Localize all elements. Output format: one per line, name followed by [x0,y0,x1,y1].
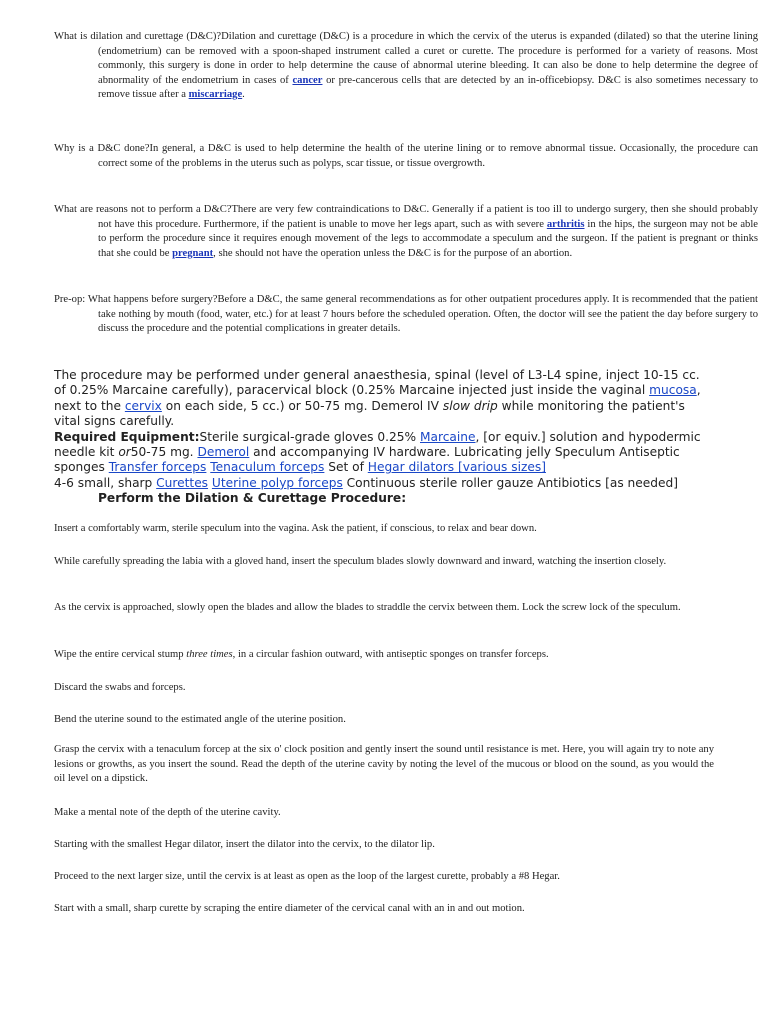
link-cervix[interactable]: cervix [124,398,162,413]
text: Set of [324,460,368,475]
step-text: Make a mental note of the depth of the uterine cavity. [54,807,281,818]
step-text: Starting with the smallest Hegar dilator, insert the dilator into the cervix, to the dilator lip. [54,839,435,850]
text: Wipe the entire cervical stump [54,649,187,660]
step-text: Bend the uterine sound to the estimated angle of the uterine position. [54,714,346,725]
required-equipment-label: Required Equipment: [54,429,200,444]
text: or pre-cancerous cells that are detected by an in-officebiopsy. D&C is also sometimes necessary to remove tissue after a [98,74,758,101]
text: 50-75 mg. [130,445,198,460]
step-text: Proceed to the next larger size, until the cervix is at least as open as the loop of the largest curette, probably a #8 Hegar. [54,871,560,882]
text: and accompanying IV hardware. Lubricating jelly Speculum Antiseptic sponges [54,445,680,475]
text: , in a circular fashion outward, with antiseptic sponges on transfer forceps. [232,649,549,660]
text: 4-6 small, sharp [54,475,157,490]
text-italic: or [118,445,131,460]
link-hegar-dilators[interactable]: Hegar dilators [various sizes] [367,460,546,475]
link-marcaine[interactable]: Marcaine [420,429,476,444]
link-pregnant[interactable]: pregnant [172,247,214,259]
link-uterine-polyp-forceps[interactable]: Uterine polyp forceps [211,475,343,490]
text: Continuous sterile roller gauze Antibiotics [as needed] [342,475,679,490]
text: , [or equiv.] solution and hypodermic needle kit [54,429,701,460]
text: Sterile surgical-grade gloves 0.25% [199,429,420,444]
text: The procedure may be performed under general anaesthesia, spinal (level of L3-L4 spine, inject 10-15 cc. of 0.25% Marcaine carefully), paracervical block (0.25% Marcaine injected just inside the vaginal [54,368,700,398]
link-transfer-forceps[interactable]: Transfer forceps [108,460,207,475]
procedure-block [54,368,714,507]
link-curettes[interactable]: Curettes [156,475,209,490]
text: . [242,89,245,101]
link-tenaculum-forceps[interactable]: Tenaculum forceps [210,460,325,475]
text: while monitoring the patient's vital signs carefully. [54,398,685,429]
text: Pre-op: What happens before surgery?Before a D&C, the same general recommendations as for other outpatient procedures apply. It is recommended that the patient take nothing by mouth (food, water, etc.) for at least 7 hours before the scheduled operation. Often, the doctor will see the patient the day before surgery to discuss the procedure and the potential complications in greater details. [54,294,758,335]
step-text: Discard the swabs and forceps. [54,682,186,693]
paragraph-pre-op [54,293,758,337]
text: on each side, 5 cc.) or 50-75 mg. Demerol IV [161,398,443,413]
text: , she should not have the operation unless the D&C is for the purpose of an abortion. [213,247,573,259]
step-text: Insert a comfortably warm, sterile speculum into the vagina. Ask the patient, if conscious, to relax and bear down. [54,523,537,534]
text: , next to the [54,383,701,413]
link-miscarriage[interactable]: miscarriage [188,89,243,101]
step-text: As the cervix is approached, slowly open the blades and allow the blades to straddle the cervix between them. Lock the screw lock of the speculum. [54,602,681,613]
paragraph-why-dc [54,142,758,171]
step-wipe [54,648,714,663]
link-mucosa[interactable]: mucosa [649,383,697,398]
text: What are reasons not to perform a D&C?There are very few contraindications to D&C. Generally if a patient is too ill to undergo surgery, then she should probably not have this procedure. Furthermore, if the patient is unable to move her legs apart, such as with severe [54,204,758,230]
paragraph-contraindications [54,203,758,261]
step-text: While carefully spreading the labia with a gloved hand, insert the speculum blades slowly downward and inward, watching the insertion closely. [54,556,667,567]
step-text: Start with a small, sharp curette by scraping the entire diameter of the cervical canal with an in and out motion. [54,903,525,914]
link-demerol[interactable]: Demerol [197,445,250,460]
link-arthritis[interactable]: arthritis [546,218,585,230]
text-italic: slow drip [442,398,498,413]
procedure-heading: Perform the Dilation & Curettage Procedure: [98,491,407,506]
text-italic: three times [186,649,233,660]
text: in the hips, the surgeon may not be able to perform the procedure since it requires enough movement of the legs to accommodate a speculum and the surgeon. If the patient is pregnant or thinks that she could be [98,218,758,259]
paragraph-what-is-dc [54,30,758,103]
text: What is dilation and curettage (D&C)?Dilation and curettage (D&C) is a procedure in which the cervix of the uterus is expanded (dilated) so that the uterine lining (endometrium) can be removed with a spoon-shaped instrument called a curet or curette. The procedure is performed for a variety of reasons. Most commonly, this surgery is done in order to help determine the cause of abnormal uterine bleeding. It can also be done to help determine the degree of abnormality of the endometrium in cases of [54,31,758,86]
step-text: Grasp the cervix with a tenaculum forcep at the six o' clock position and gently insert the sound until resistance is met. Here, you will again try to note any lesions or growths, as you insert the sound. Read the depth of the uterine cavity by noting the level of the mucous or blood on the sound, as you would the oil level on a dipstick. [54,744,714,785]
text: Why is a D&C done?In general, a D&C is used to help determine the health of the uterine lining or to remove abnormal tissue. Occasionally, the procedure can correct some of the problems in the uterus such as polyps, scar tissue, or tissue overgrowth. [54,143,758,169]
link-cancer[interactable]: cancer [292,74,323,86]
